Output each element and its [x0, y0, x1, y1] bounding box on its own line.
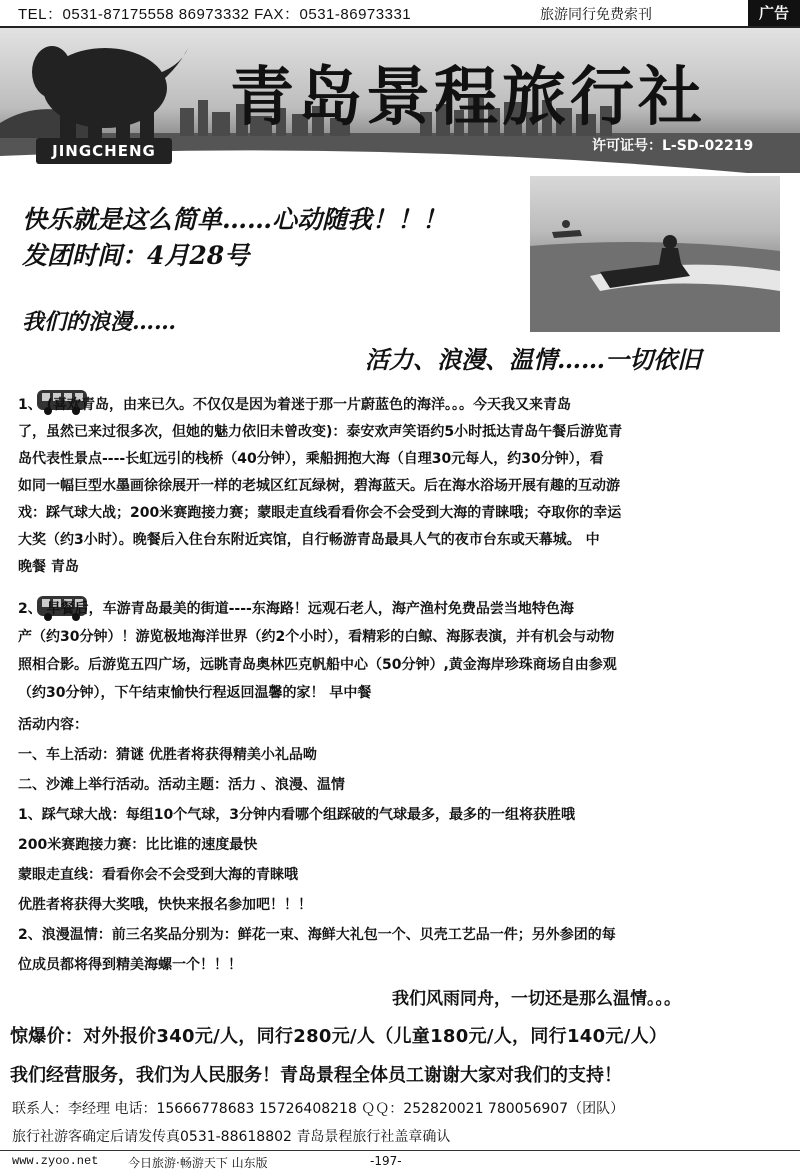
top-contact-strip: [0, 0, 800, 28]
top-contact: TEL：0531-87175558 86973332 FAX：0531-86973331: [18, 6, 412, 23]
itinerary-line: 照相合影。后游览五四广场，远眺青岛奥林匹克帆船中心（50分钟）,黄金海岸珍珠商场自由参观: [18, 657, 617, 673]
activity-line: 一、车上活动：猜谜 优胜者将获得精美小礼品呦: [18, 747, 317, 763]
activity-line: 优胜者将获得大奖哦，快快来报名参加吧！！！: [18, 897, 312, 913]
jet-ski-photo: [530, 176, 780, 332]
itinerary-line: 如同一幅巨型水墨画徐徐展开一样的老城区红瓦绿树，碧海蓝天。后在海水浴场开展有趣的互动游: [18, 478, 620, 494]
slogan-happy: 快乐就是这么简单……心动随我！！！: [22, 205, 448, 234]
itinerary-line: 产（约30分钟）！游览极地海洋世界（约2个小时），看精彩的白鲸、海豚表演，并有机会与动物: [18, 629, 615, 645]
itinerary-line: 岛代表性景点----长虹远引的栈桥（40分钟），乘船拥抱大海（自理30元每人，约30分钟），看: [18, 451, 604, 467]
ad-badge: 广告: [748, 0, 800, 26]
footer-url: www.zyoo.net: [12, 1154, 99, 1168]
activity-line: 位成员都将得到精美海螺一个！！！: [18, 957, 242, 973]
closing-line: 我们风雨同舟，一切还是那么温情。。。: [392, 989, 681, 1009]
itinerary-line: 1、 (喜欢青岛，由来已久。不仅仅是因为着迷于那一片蔚蓝色的海洋。。。今天我又来青岛: [18, 397, 572, 413]
fax-line: 旅行社游客确定后请发传真0531-88618802 青岛景程旅行社盖章确认: [12, 1129, 451, 1145]
itinerary-line: 大奖（约3小时）。晚餐后入住台东附近宾馆，自行畅游青岛最具人气的夜市台东或天幕城。 中: [18, 532, 600, 548]
departure-date: 发团时间：4月28号: [22, 241, 250, 270]
itinerary-line: 2、 早餐后，车游青岛最美的街道----东海路！远观石老人，海产渔村免费品尝当地特色海: [18, 601, 574, 617]
itinerary-line: 了，虽然已来过很多次，但她的魅力依旧未曾改变)：泰安欢声笑语约5小时抵达青岛午餐后游览青: [18, 424, 623, 440]
activity-line: 活动内容：: [18, 717, 88, 733]
activity-line: 2、浪漫温情：前三名奖品分别为：鲜花一束、海鲜大礼包一个、贝壳工艺品一件；另外参团的每: [18, 927, 616, 943]
itinerary-line: （约30分钟），下午结束愉快行程返回温馨的家！ 早中餐: [18, 685, 372, 701]
price-line: 惊爆价：对外报价340元/人，同行280元/人（儿童180元/人，同行140元/人）: [10, 1026, 668, 1047]
activity-line: 蒙眼走直线：看看你会不会受到大海的青睐哦: [18, 867, 298, 883]
activity-line: 1、踩气球大战：每组10个气球，3分钟内看哪个组踩破的气球最多，最多的一组将获胜哦: [18, 807, 575, 823]
itinerary-line: 晚餐 青岛: [18, 559, 79, 575]
page-number: -197-: [370, 1154, 402, 1168]
contact-line: 联系人：李经理 电话：15666778683 15726408218 ＱＱ：252820021 780056907（团队）: [12, 1101, 625, 1117]
agency-name: 青岛景程旅行社: [230, 61, 706, 135]
activity-line: 二、沙滩上举行活动。活动主题：活力 、浪漫、温情: [18, 777, 345, 793]
trade-note: 旅游同行免费索刊: [540, 7, 652, 23]
page-footer: [0, 1150, 800, 1172]
logo-wordmark: JINGCHENG: [36, 138, 172, 164]
itinerary-line: 戏：踩气球大战；200米赛跑接力赛；蒙眼走直线看看你会不会受到大海的青睐哦；夺取你的幸运: [18, 505, 622, 521]
header-banner: [0, 28, 800, 173]
footer-slogan: 今日旅游·畅游天下 山东版: [128, 1156, 268, 1170]
license-number: 许可证号：L-SD-02219: [592, 138, 754, 154]
slogan-vitality: 活力、浪漫、温情……一切依旧: [365, 345, 701, 374]
service-line: 我们经营服务，我们为人民服务！青岛景程全体员工谢谢大家对我们的支持！: [10, 1065, 622, 1086]
slogan-romance: 我们的浪漫……: [22, 309, 177, 335]
activity-line: 200米赛跑接力赛：比比谁的速度最快: [18, 837, 258, 853]
